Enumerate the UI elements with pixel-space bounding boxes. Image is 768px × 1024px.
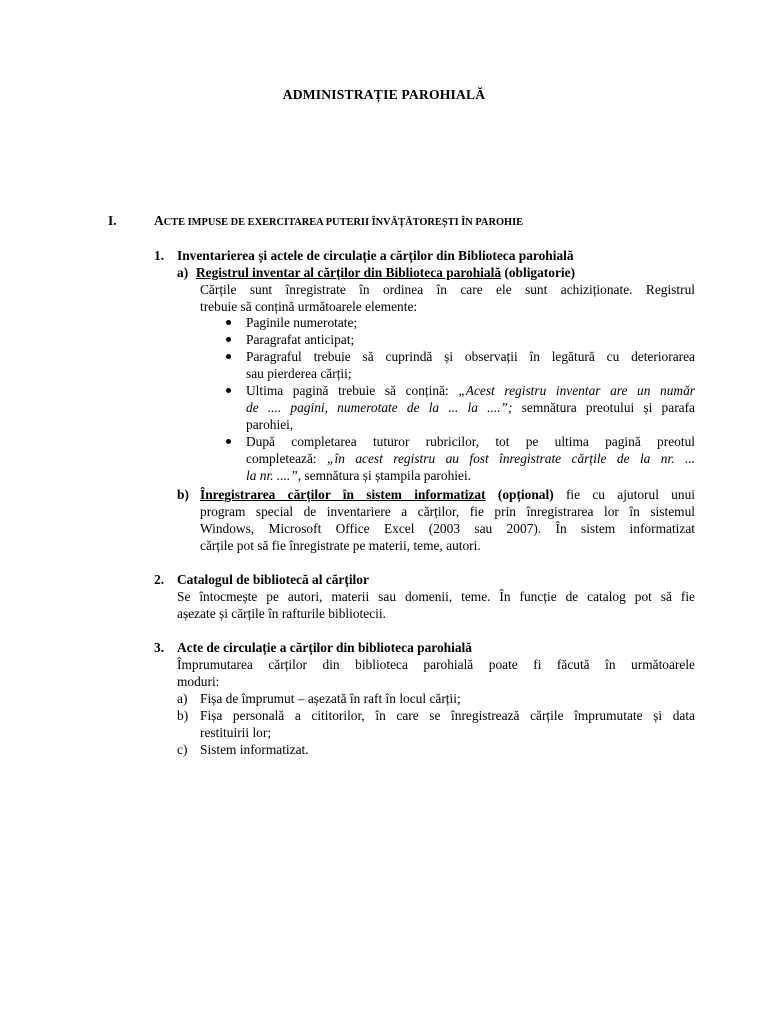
bullet-1-text: Paginile numerotate;	[246, 315, 358, 330]
item3-opt-c-text: Sistem informatizat.	[200, 742, 309, 757]
item2-title: Catalogul de bibliotecă al cărților	[177, 572, 369, 587]
document-title: ADMINISTRAȚIE PAROHIALĂ	[282, 87, 486, 102]
bullet-5-line3	[246, 467, 471, 484]
item3-opt-a-label: a)	[177, 691, 188, 706]
bullet-3-line2: sau pierderea cărții;	[246, 366, 352, 381]
item1b-line4: cărțile pot să fie înregistrate pe materii, teme, autori.	[200, 538, 481, 553]
item3-line1: Împrumutarea cărților din biblioteca parohială poate fi făcută în următoarele	[177, 657, 695, 672]
bullet-5-dot	[226, 439, 231, 444]
bullet-5-italic1: „în acest registru au fost înregistrate cărțile de la nr. ...	[327, 451, 695, 466]
item1b-qualifier: (opțional)	[497, 487, 554, 502]
item1b-line1	[200, 486, 695, 503]
bullet-4-line2	[246, 399, 695, 416]
item3-opt-b-line2: restituirii lor;	[200, 725, 272, 740]
bullet-5-post: , semnătura și ștampila parohiei.	[297, 468, 472, 483]
bullet-5-line1: După completarea tuturor rubricilor, tot pe ultima pagină preotul	[246, 434, 695, 449]
item1-title: Inventarierea și actele de circulație a cărților din Biblioteca parohială	[177, 248, 574, 263]
item3-opt-c-label: c)	[177, 742, 188, 757]
item2-line1: Se întocmește pe autori, materii sau domenii, teme. În funcție de catalog pot să fie	[177, 589, 695, 604]
bullet-5-pre: completează:	[246, 451, 328, 466]
item3-number: 3.	[154, 640, 165, 655]
item3-line2: moduri:	[177, 674, 220, 689]
section-title-rest: CTE IMPUSE DE EXERCITAREA PUTERII ÎNVĂȚĂTOREȘTI ÎN PAROHIE	[163, 217, 524, 228]
bullet-4-dot	[226, 388, 231, 393]
bullet-3-line1: Paragraful trebuie să cuprindă și observații în legătură cu deteriorarea	[246, 349, 695, 364]
bullet-2-text: Paragrafat anticipat;	[246, 332, 355, 347]
bullet-5-italic2: la nr. ....”	[246, 468, 298, 483]
bullet-5-line2	[246, 450, 695, 467]
item1a-line1: Cărțile sunt înregistrate în ordinea în care ele sunt achiziționate. Registrul	[200, 282, 695, 297]
item1a-qualifier: (obligatorie)	[504, 265, 576, 280]
item1a-heading	[196, 264, 575, 281]
item3-title: Acte de circulație a cărților din biblioteca parohială	[177, 640, 472, 655]
bullet-1-dot	[226, 320, 231, 325]
bullet-4-italic1: „Acest registru inventar are un număr	[458, 383, 695, 398]
bullet-4-line1	[246, 382, 695, 399]
section-title	[154, 212, 523, 231]
bullet-4-italic2: de .... pagini, numerotate de la ... la ....”;	[246, 400, 513, 415]
item2-number: 2.	[154, 572, 165, 587]
item1a-title: Registrul inventar al cărților din Biblioteca parohială	[196, 265, 502, 280]
item3-opt-b-line1: Fișa personală a cititorilor, în care se înregistrează cărțile împrumutate și data	[200, 708, 695, 723]
item1-number: 1.	[154, 248, 165, 263]
item3-opt-b-label: b)	[177, 708, 189, 723]
bullet-4-pre: Ultima pagină trebuie să conțină:	[246, 383, 459, 398]
item1b-line2: program special de inventariere a cărților, fie prin înregistrarea lor în sistemul	[200, 504, 695, 519]
item1b-line3: Windows, Microsoft Office Excel (2003 sau 2007). În sistem informatizat	[200, 521, 695, 536]
bullet-3-dot	[226, 354, 231, 359]
section-number: I.	[108, 213, 117, 228]
bullet-2-dot	[226, 337, 231, 342]
item1a-label: a)	[177, 265, 189, 280]
item1b-label: b)	[177, 487, 189, 502]
item1b-text-l1: fie cu ajutorul unui	[553, 487, 695, 502]
bullet-4-line3: parohiei,	[246, 417, 294, 432]
item3-opt-a-text: Fișa de împrumut – așezată în raft în locul cărții;	[200, 691, 461, 706]
bullet-4-post: semnătura preotului și parafa	[512, 400, 695, 415]
item1a-line2: trebuie să conțină următoarele elemente:	[200, 299, 418, 314]
section-title-first: A	[154, 213, 164, 228]
item1b-title: Înregistrarea cărților în sistem informatizat	[200, 487, 486, 502]
item2-line2: așezate și cărțile în rafturile bibliotecii.	[177, 606, 386, 621]
